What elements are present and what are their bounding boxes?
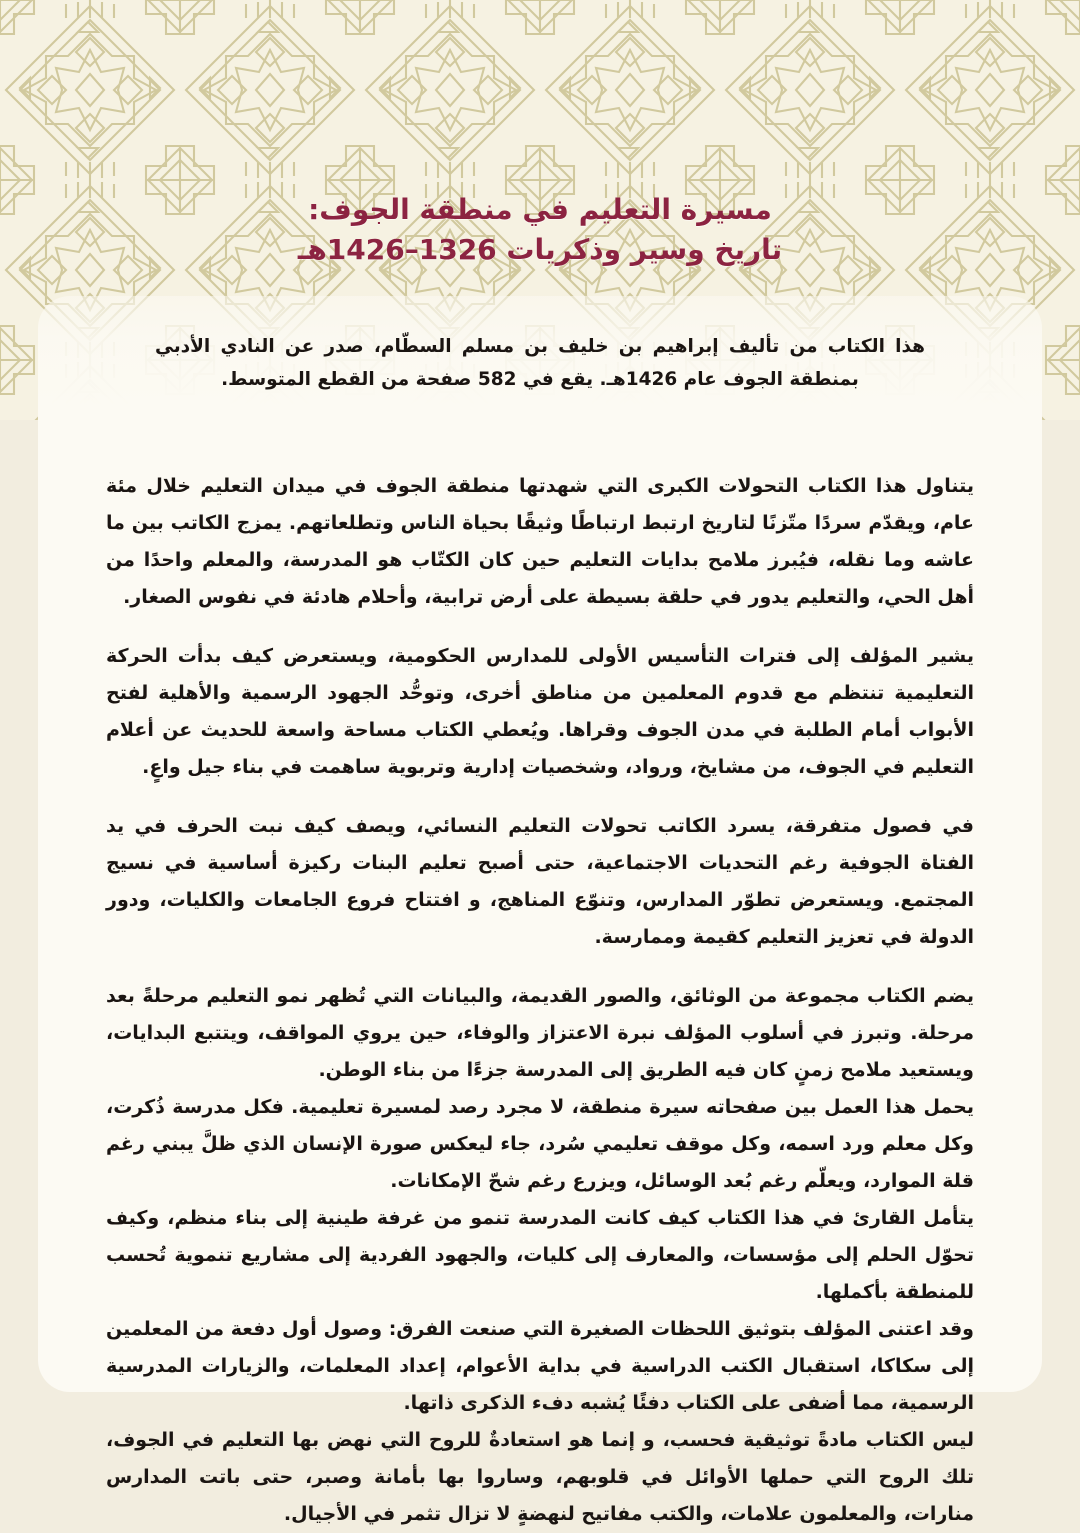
page-title-line-1: مسيرة التعليم في منطقة الجوف: <box>308 193 772 226</box>
body-paragraph: يتأمل القارئ في هذا الكتاب كيف كانت المدرسة تنمو من غرفة طينية إلى بناء منظم، وكيف تحوّل الحلم إلى مؤسسات، والمعارف إلى كليات، والجهود الفردية إلى مشاريع تنموية تُحسب للمنطقة بأكملها. <box>106 1207 974 1303</box>
book-metadata-paragraph: هذا الكتاب من تأليف إبراهيم بن خليف بن مسلم السطّام، صدر عن النادي الأدبي بمنطقة الجوف عام 1426هـ. يقع في 582 صفحة من القطع المتوسط. <box>155 336 925 390</box>
body-paragraph: يحمل هذا العمل بين صفحاته سيرة منطقة، لا مجرد رصد لمسيرة تعليمية. فكل مدرسة ذُكرت، وكل معلم ورد اسمه، وكل موقف تعليمي سُرد، جاء ليعكس صورة الإنسان الذي ظلَّ يبني رغم قلة الموارد، ويعلّم رغم بُعد الوسائل، ويزرع رغم شحّ الإمكانات. <box>106 1096 974 1192</box>
body-paragraph: يتناول هذا الكتاب التحولات الكبرى التي شهدتها منطقة الجوف في ميدان التعليم خلال مئة عام، ويقدّم سردًا متّزنًا لتاريخ ارتبط ارتباطًا وثيقًا بحياة الناس وتطلعاتهم. يمزج الكاتب بين ما عاشه وما نقله، فيُبرز ملامح بدايات التعليم حين كان الكتّاب هو المدرسة، والمعلم واحدًا من أهل الحي، والتعليم يدور في حلقة بسيطة على أرض ترابية، وأحلام هادئة في نفوس الصغار. <box>106 475 974 608</box>
page-title <box>0 190 1080 270</box>
body-paragraph: وقد اعتنى المؤلف بتوثيق اللحظات الصغيرة التي صنعت الفرق: وصول أول دفعة من المعلمين إلى سكاكا، استقبال الكتب الدراسية في بداية الأعوام، إعداد المعلمات، والزيارات المدرسية الرسمية، مما أضفى على الكتاب دفئًا يُشبه دفء الذكرى ذاتها. <box>106 1318 974 1414</box>
page-title-line-2: تاريخ وسير وذكريات 1326–1426هـ <box>297 232 783 266</box>
body-paragraph: يشير المؤلف إلى فترات التأسيس الأولى للمدارس الحكومية، ويستعرض كيف بدأت الحركة التعليمية تنتظم مع قدوم المعلمين من مناطق أخرى، وتوحُّد الجهود الرسمية والأهلية لفتح الأبواب أمام الطلبة في مدن الجوف وقراها. ويُعطي الكتاب مساحة واسعة للحديث عن أعلام التعليم في الجوف، من مشايخ، ورواد، وشخصيات إدارية وتربوية ساهمت في بناء جيل واعٍ. <box>106 645 974 778</box>
body-paragraph: يضم الكتاب مجموعة من الوثائق، والصور القديمة، والبيانات التي تُظهر نمو التعليم مرحلةً بعد مرحلة. وتبرز في أسلوب المؤلف نبرة الاعتزاز والوفاء، حين يروي المواقف، ويتتبع البدايات، ويستعيد ملامح زمنٍ كان فيه الطريق إلى المدرسة جزءًا من بناء الوطن. <box>106 985 974 1081</box>
body-paragraph: في فصول متفرقة، يسرد الكاتب تحولات التعليم النسائي، ويصف كيف نبت الحرف في يد الفتاة الجوفية رغم التحديات الاجتماعية، حتى أصبح تعليم البنات ركيزة أساسية في نسيج المجتمع. ويستعرض تطوّر المدارس، وتنوّع المناهج، و افتتاح فروع الجامعات والكليات، ودور الدولة في تعزيز التعليم كقيمة وممارسة. <box>106 815 974 948</box>
body-paragraph: ليس الكتاب مادةً توثيقية فحسب، و إنما هو استعادةٌ للروح التي نهض بها التعليم في الجوف، تلك الروح التي حملها الأوائل في قلوبهم، وساروا بها بأمانة وصبر، حتى باتت المدارس منارات، والمعلمون علامات، والكتب مفاتيح لنهضةٍ لا تزال تثمر في الأجيال. <box>106 1429 974 1525</box>
article-body <box>38 330 1042 1533</box>
paragraph-list <box>38 468 1042 1533</box>
